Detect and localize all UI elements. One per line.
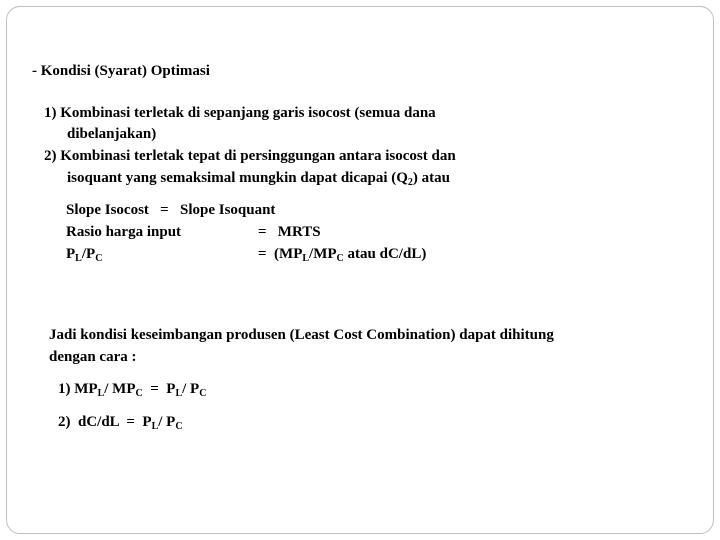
conclusion-line-2: dengan cara : <box>49 349 137 365</box>
formula-1: 1) $MP_L/$ $MP_C = P_L/$ $P_C$ <box>58 381 207 399</box>
slide-frame <box>6 6 714 534</box>
formula-2: 2) $dC/dL = P_L/$ $P_C$ <box>58 414 183 432</box>
equation-row-2-left: Rasio harga input <box>66 224 182 240</box>
condition-2-line-2: isoquant yang semaksimal mungkin dapat dicapai $(Q_2)$ atau <box>67 170 451 188</box>
equation-row-3-left: $P_L/P_C$ <box>66 246 103 264</box>
equation-row-1: Slope Isocost = Slope Isoquant <box>66 202 276 218</box>
equation-row-3-right: = ($MP_L/MP_C$ atau dC/dL) <box>258 246 427 264</box>
condition-2-line-1: 2) Kombinasi terletak tepat di persinggungan antara isocost dan <box>44 148 456 164</box>
conclusion-line-1: Jadi kondisi keseimbangan produsen (Least Cost Combination) dapat dihitung <box>49 327 554 343</box>
condition-1-line-2: dibelanjakan) <box>67 126 157 142</box>
heading: - Kondisi (Syarat) Optimasi <box>32 63 210 79</box>
equation-row-2-right: = MRTS <box>258 224 321 240</box>
condition-1-line-1: 1) Kombinasi terletak di sepanjang garis isocost (semua dana <box>44 105 436 121</box>
